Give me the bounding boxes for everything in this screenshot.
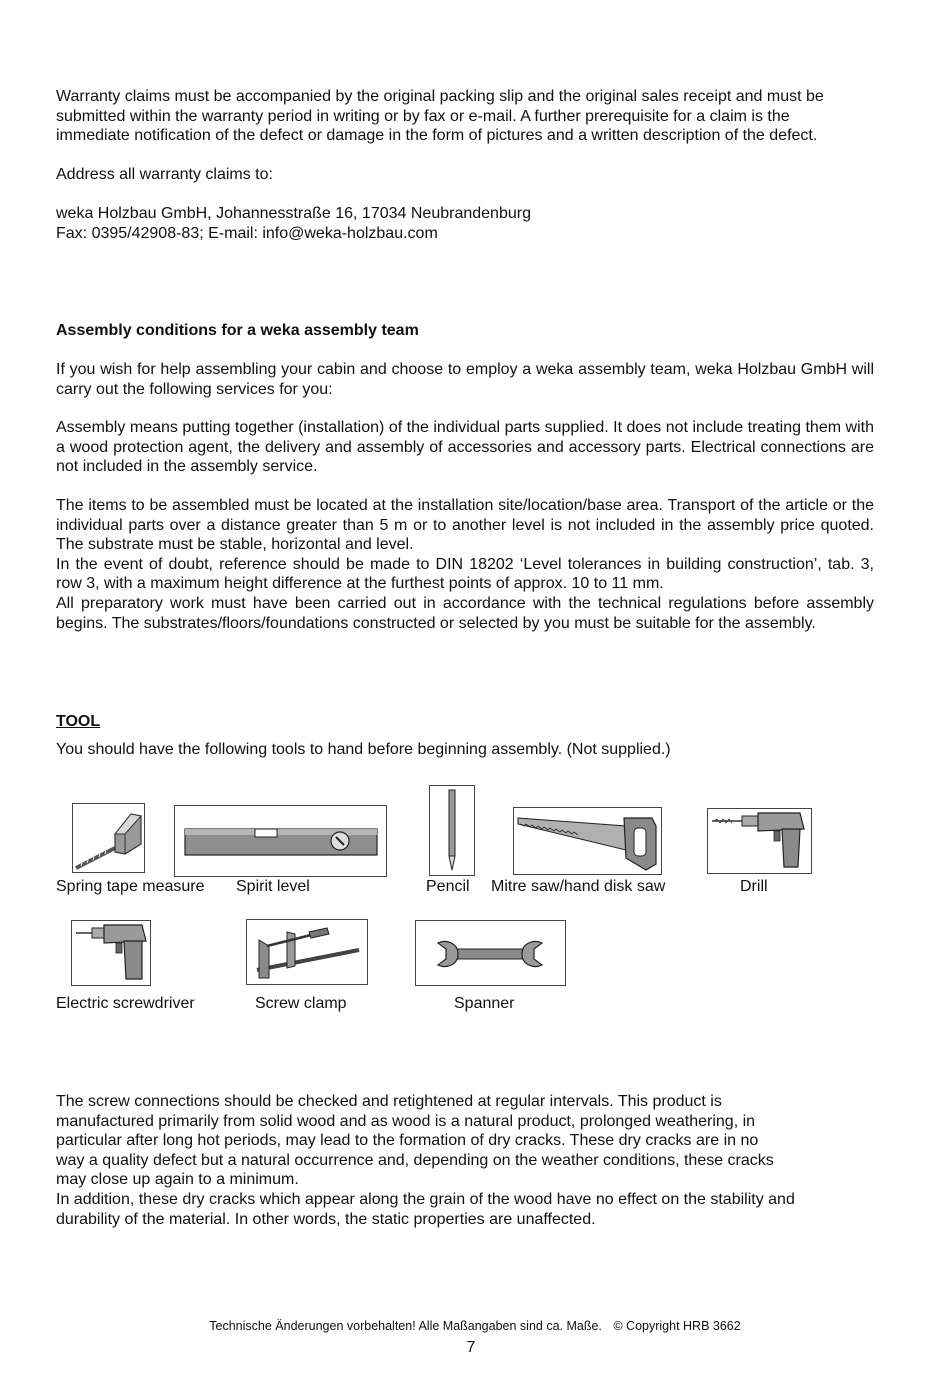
- pencil-icon: [429, 785, 475, 876]
- footer-notice: Technische Änderungen vorbehalten! Alle Maßangaben sind ca. Maße.: [209, 1319, 602, 1333]
- tape-measure-icon: [72, 803, 145, 873]
- maintenance-line: particular after long hot periods, may lead to the formation of dry cracks. These dry cracks are in no: [56, 1132, 759, 1150]
- warranty-paragraph: [56, 87, 874, 146]
- stability-line: In addition, these dry cracks which appear along the grain of the wood have no effect on the stability and: [56, 1190, 795, 1208]
- maintenance-paragraph: [56, 1092, 874, 1229]
- saw-icon: [513, 807, 662, 875]
- preparatory-work-text: All preparatory work must have been carried out in accordance with the technical regulations before assembly begins. The substrates/floors/foundations constructed or selected by you must be suitable for the assembly.: [56, 594, 874, 632]
- tool-label-spanner: Spanner: [454, 995, 515, 1012]
- tool-label-saw: Mitre saw/hand disk saw: [491, 878, 666, 895]
- din-reference-text: In the event of doubt, reference should be made to DIN 18202 ‘Level tolerances in building construction’, tab. 3, row 3, with a maximum height difference at the furthest points of approx. 10 to 11 mm.: [56, 555, 874, 593]
- spanner-icon: [415, 920, 566, 986]
- screwdriver-icon: [71, 920, 151, 986]
- stability-line: durability of the material. In other words, the static properties are unaffected.: [56, 1210, 596, 1228]
- drill-icon: [707, 808, 812, 874]
- maintenance-line: The screw connections should be checked and retightened at regular intervals. This product is: [56, 1093, 722, 1110]
- spirit-level-icon: [174, 805, 387, 877]
- page-number: 7: [466, 1339, 476, 1356]
- tool-label-pencil: Pencil: [426, 878, 470, 895]
- tool-label-tape-measure: Spring tape measure: [56, 878, 205, 895]
- maintenance-line: way a quality defect but a natural occurrence and, depending on the weather conditions, these cracks: [56, 1151, 774, 1169]
- assembly-site-text: The items to be assembled must be located at the installation site/location/base area. Transport of the article or the individual parts over a distance greater than 5 m or to another level is not included in the assembly price quoted. The substrate must be stable, horizontal and level.: [56, 497, 874, 554]
- tool-heading: TOOL: [56, 713, 101, 730]
- warranty-line: submitted within the warranty period in writing or by fax or e-mail. A further prerequisite for a claim is the: [56, 107, 790, 125]
- assembly-scope-paragraph: Assembly means putting together (installation) of the individual parts supplied. It does not include treating them with a wood protection agent, the delivery and assembly of accessories and accessory parts. Electrical connections are not included in the assembly service.: [56, 419, 874, 476]
- maintenance-line: may close up again to a minimum.: [56, 1171, 299, 1189]
- tool-label-drill: Drill: [740, 878, 768, 895]
- tool-intro: You should have the following tools to hand before beginning assembly. (Not supplied.): [56, 741, 671, 758]
- address-line-1: weka Holzbau GmbH, Johannesstraße 16, 17034 Neubrandenburg: [56, 205, 531, 222]
- warranty-line: immediate notification of the defect or damage in the form of pictures and a written description of the defect.: [56, 127, 818, 145]
- address-intro: Address all warranty claims to:: [56, 166, 273, 183]
- tool-label-spirit-level: Spirit level: [236, 878, 310, 895]
- tool-label-screw-clamp: Screw clamp: [255, 995, 347, 1012]
- screw-clamp-icon: [246, 919, 368, 985]
- page-footer: [0, 1319, 950, 1333]
- address-line-2: Fax: 0395/42908-83; E-mail: info@weka-holzbau.com: [56, 225, 438, 242]
- warranty-line: Warranty claims must be accompanied by the original packing slip and the original sales receipt and must be: [56, 88, 824, 105]
- assembly-site-paragraph: [56, 496, 874, 633]
- assembly-intro: If you wish for help assembling your cabin and choose to employ a weka assembly team, weka Holzbau GmbH will carry out the following services for you:: [56, 361, 874, 398]
- footer-copyright: © Copyright HRB 3662: [613, 1319, 741, 1333]
- maintenance-line: manufactured primarily from solid wood and as wood is a natural product, prolonged weathering, in: [56, 1112, 756, 1130]
- assembly-heading: Assembly conditions for a weka assembly team: [56, 322, 419, 339]
- tool-label-screwdriver: Electric screwdriver: [56, 995, 195, 1012]
